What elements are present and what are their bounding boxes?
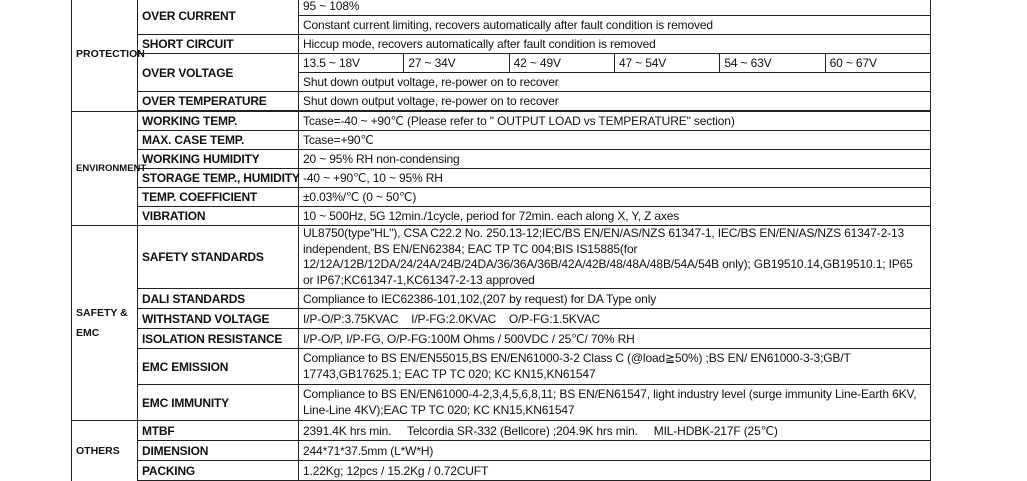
value-over-current xyxy=(299,0,931,35)
ov-range-1: 13.5 ~ 18V xyxy=(299,54,404,72)
item-over-temperature: OVER TEMPERATURE xyxy=(138,92,299,111)
row-packing xyxy=(72,461,931,481)
item-storage-temp: STORAGE TEMP., HUMIDITY xyxy=(138,169,299,188)
ov-range-5: 54 ~ 63V xyxy=(720,54,825,72)
item-dali-standards: DALI STANDARDS xyxy=(138,289,299,309)
row-storage-temp xyxy=(72,169,931,188)
row-temp-coefficient xyxy=(72,188,931,207)
row-over-voltage xyxy=(72,54,931,92)
value-working-temp: Tcase=-40 ~ +90℃ (Please refer to " OUTPUT LOAD vs TEMPERATURE" section) xyxy=(299,112,931,131)
item-over-current: OVER CURRENT xyxy=(138,0,299,35)
value-max-case-temp: Tcase=+90℃ xyxy=(299,131,931,150)
row-max-case-temp xyxy=(72,131,931,150)
row-mtbf xyxy=(72,421,931,441)
value-over-voltage xyxy=(299,54,931,92)
row-safety-standards xyxy=(72,226,931,289)
row-dali-standards xyxy=(72,289,931,309)
item-dimension: DIMENSION xyxy=(138,441,299,461)
row-withstand-voltage xyxy=(72,309,931,329)
row-working-humidity xyxy=(72,150,931,169)
value-short-circuit: Hiccup mode, recovers automatically after fault condition is removed xyxy=(299,35,931,54)
value-vibration: 10 ~ 500Hz, 5G 12min./1cycle, period for 72min. each along X, Y, Z axes xyxy=(299,207,931,226)
safety-emc-label-line2: EMC xyxy=(76,327,100,339)
row-working-temp xyxy=(72,112,931,131)
value-mtbf: 2391.4K hrs min. Telcordia SR-332 (Bellcore) ;204.9K hrs min. MIL-HDBK-217F (25℃) xyxy=(299,421,931,441)
ov-range-2: 27 ~ 34V xyxy=(404,54,509,72)
item-withstand-voltage: WITHSTAND VOLTAGE xyxy=(138,309,299,329)
row-over-temperature xyxy=(72,92,931,111)
ov-range-6: 60 ~ 67V xyxy=(829,56,877,70)
value-storage-temp: -40 ~ +90℃, 10 ~ 95% RH xyxy=(299,169,931,188)
over-voltage-ranges xyxy=(299,54,930,73)
category-safety-emc xyxy=(72,226,138,421)
over-current-mode: Constant current limiting, recovers automatically after fault condition is removed xyxy=(303,18,713,32)
value-packing: 1.22Kg; 12pcs / 15.2Kg / 0.72CUFT xyxy=(299,461,931,481)
spec-sheet xyxy=(71,0,930,481)
item-working-humidity: WORKING HUMIDITY xyxy=(138,150,299,169)
row-emc-emission xyxy=(72,349,931,385)
item-temp-coefficient: TEMP. COEFFICIENT xyxy=(138,188,299,207)
ov-range-3: 42 ~ 49V xyxy=(510,54,615,72)
value-withstand-voltage: I/P-O/P:3.75KVAC I/P-FG:2.0KVAC O/P-FG:1.5KVAC xyxy=(299,309,931,329)
item-packing: PACKING xyxy=(138,461,299,481)
value-dali-standards: Compliance to IEC62386-101,102,(207 by request) for DA Type only xyxy=(299,289,931,309)
item-short-circuit: SHORT CIRCUIT xyxy=(138,35,299,54)
category-environment: ENVIRONMENT xyxy=(72,112,138,226)
value-working-humidity: 20 ~ 95% RH non-condensing xyxy=(299,150,931,169)
row-vibration xyxy=(72,207,931,226)
row-dimension xyxy=(72,441,931,461)
item-max-case-temp: MAX. CASE TEMP. xyxy=(138,131,299,150)
over-current-range: 95 ~ 108% xyxy=(299,0,930,16)
item-safety-standards: SAFETY STANDARDS xyxy=(138,226,299,289)
value-emc-emission: Compliance to BS EN/EN55015,BS EN/EN61000-3-2 Class C (@load≧50%) ;BS EN/ EN61000-3-3;GB/T 17743,GB17625.1; EAC TP TC 020; KC KN15,KN61547 xyxy=(299,349,931,385)
item-working-temp: WORKING TEMP. xyxy=(138,112,299,131)
safety-emc-label-line1: SAFETY & xyxy=(76,307,128,319)
value-emc-immunity: Compliance to BS EN/EN61000-4-2,3,4,5,6,8,11; BS EN/EN61547, light industry level (surge immunity Line-Earth 6KV, Line-Line 4KV);EAC TP TC 020; KC KN15,KN61547 xyxy=(299,385,931,421)
value-isolation-resistance: I/P-O/P, I/P-FG, O/P-FG:100M Ohms / 500VDC / 25℃/ 70% RH xyxy=(299,329,931,349)
item-isolation-resistance: ISOLATION RESISTANCE xyxy=(138,329,299,349)
row-isolation-resistance xyxy=(72,329,931,349)
row-short-circuit xyxy=(72,35,931,54)
value-over-temperature: Shut down output voltage, re-power on to recover xyxy=(299,92,931,111)
value-temp-coefficient: ±0.03%/℃ (0 ~ 50℃) xyxy=(299,188,931,207)
category-protection: PROTECTION xyxy=(72,0,138,112)
row-emc-immunity xyxy=(72,385,931,421)
row-over-current xyxy=(72,0,931,35)
item-emc-immunity: EMC IMMUNITY xyxy=(138,385,299,421)
category-others: OTHERS xyxy=(72,421,138,481)
ov-range-4: 47 ~ 54V xyxy=(615,54,720,72)
over-voltage-note: Shut down output voltage, re-power on to recover xyxy=(303,75,559,89)
item-vibration: VIBRATION xyxy=(138,207,299,226)
item-over-voltage: OVER VOLTAGE xyxy=(138,54,299,92)
value-dimension: 244*71*37.5mm (L*W*H) xyxy=(299,441,931,461)
value-safety-standards: UL8750(type"HL"), CSA C22.2 No. 250.13-12;IEC/BS EN/EN/AS/NZS 61347-1, IEC/BS EN/EN/AS/NZS 61347-2-13 independent, BS EN/EN62384; EAC TP TC 004;BIS IS15885(for 12/12A/12B/12DA/24/24A/24B/24DA/36/36A/36B/42A/42B/48/48A/48B/54A/54B only); GB19510.14,GB19510.1; IP65 or IP67;KC61347-1,KC61347-2-13 approved xyxy=(299,226,931,289)
item-emc-emission: EMC EMISSION xyxy=(138,349,299,385)
specification-table xyxy=(71,0,931,481)
item-mtbf: MTBF xyxy=(138,421,299,441)
